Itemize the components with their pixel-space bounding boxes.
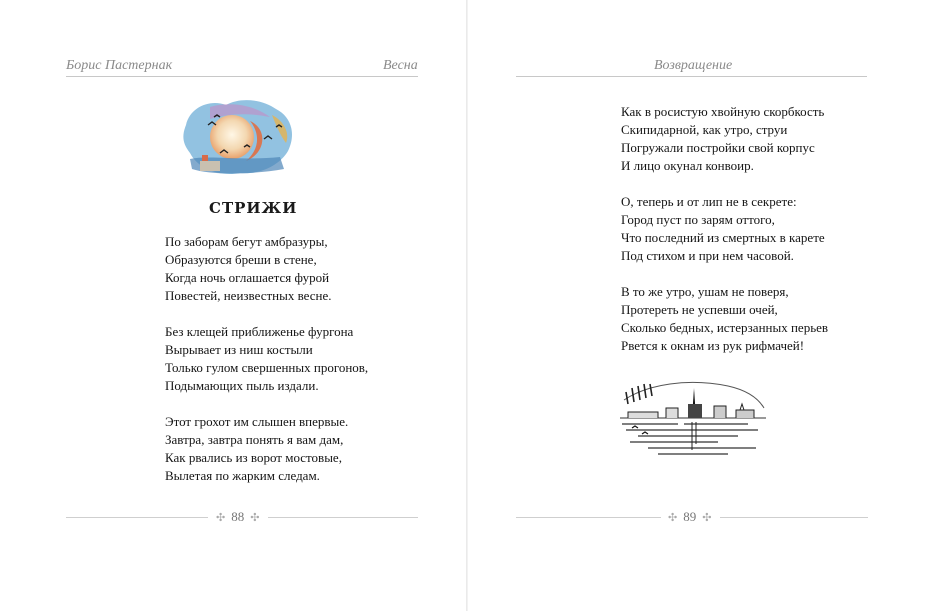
verse-line: И лицо окунал конвоир. [621,158,754,173]
verse-line: Как в росистую хвойную скорбкость [621,104,825,119]
page-folio [216,509,259,525]
verse-line: В то же утро, ушам не поверя, [621,284,789,299]
watercolor-swallows-illustration [180,95,298,181]
footer-rule [720,517,868,518]
stanza [165,323,368,395]
verse-line: Когда ночь оглашается фурой [165,270,330,285]
header-rule [66,76,418,77]
verse-line: Под стихом и при нем часовой. [621,248,794,263]
verse-line: Рвется к окнам из рук рифмачей! [621,338,805,353]
stanza [165,413,348,485]
header-rule [516,76,867,77]
stanza [621,103,824,175]
verse-line: Только гулом свершенных прогонов, [165,360,369,375]
ink-sketch-city-illustration [618,378,768,464]
verse-line: Погружали постройки свой корпус [621,140,815,155]
verse-line: Протереть не успевши очей, [621,302,778,317]
footer-rule [66,517,208,518]
verse-line: Завтра, завтра понять я вам дам, [165,432,344,447]
footer-rule [268,517,418,518]
verse-line: Что последний из смертных в карете [621,230,825,245]
verse-line: Сколько бедных, истерзанных перьев [621,320,829,335]
verse-line: Без клещей приближенье фургона [165,324,354,339]
page-folio [668,509,711,525]
verse-line: Вылетая по жарким следам. [165,468,320,483]
verse-line: О, теперь и от лип не в секрете: [621,194,797,209]
right-page [468,0,935,611]
ornament-icon: ✣ [216,511,226,524]
verse-line: Повестей, неизвестных весне. [165,288,332,303]
running-head-section: Возвращение [654,58,733,73]
verse-line: Скипидарной, как утро, струи [621,122,788,137]
page-number: 89 [683,509,697,524]
verse-line: Этот грохот им слышен впервые. [165,414,349,429]
poem-title: СТРИЖИ [209,199,298,217]
verse-line: Вырывает из ниш костыли [165,342,313,357]
left-page [0,0,466,611]
verse-line: Как рвались из ворот мостовые, [165,450,342,465]
page-number: 88 [231,509,245,524]
running-head-author: Борис Пастернак [66,58,173,73]
ornament-icon: ✣ [668,511,678,524]
ornament-icon: ✣ [250,511,260,524]
verse-line: По заборам бегут амбразуры, [165,234,328,249]
running-head-section: Весна [383,58,418,73]
footer-rule [516,517,661,518]
verse-line: Подымающих пыль издали. [165,378,319,393]
ornament-icon: ✣ [702,511,712,524]
verse-line: Город пуст по зарям оттого, [621,212,775,227]
stanza [165,233,332,305]
stanza [621,283,828,355]
stanza [621,193,825,265]
verse-line: Образуются бреши в стене, [165,252,317,267]
